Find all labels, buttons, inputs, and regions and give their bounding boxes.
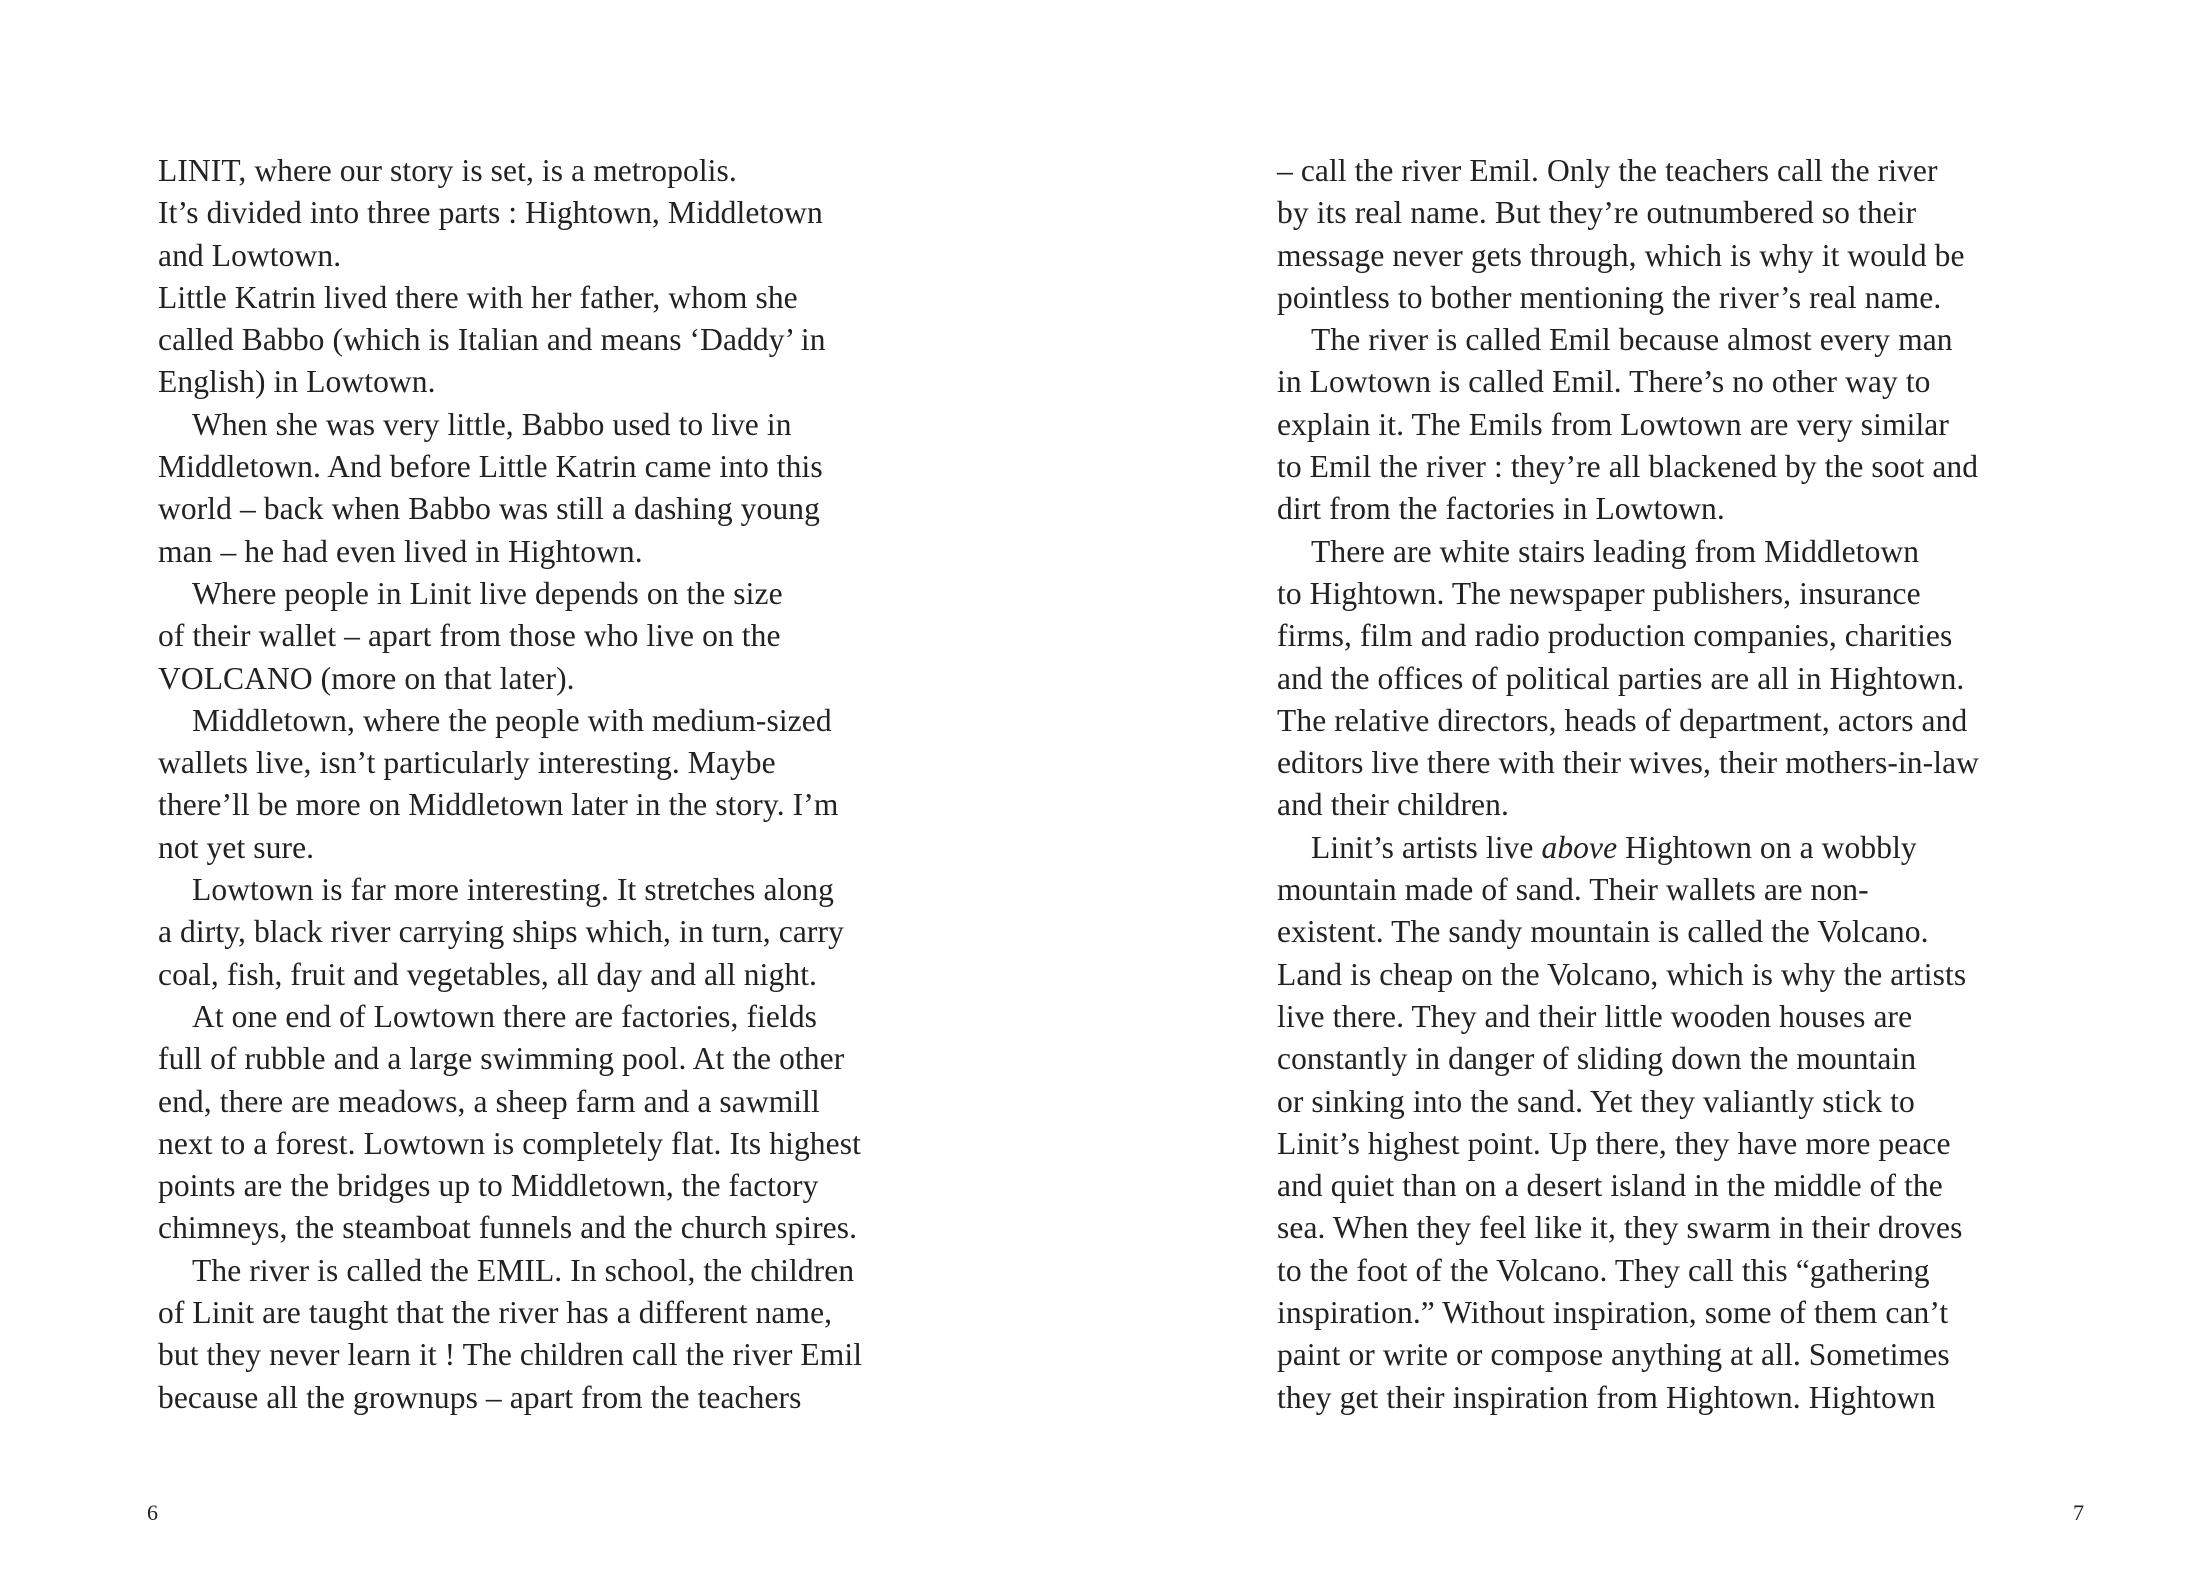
text-line: or sinking into the sand. Yet they valiantly stick to [1277,1083,1915,1119]
text-line: to the foot of the Volcano. They call this “gathering [1277,1252,1930,1288]
text-line: because all the grownups – apart from the teachers [158,1379,802,1415]
text-line: pointless to bother mentioning the river’s real name. [1277,279,1942,315]
right-page-text [1277,150,1979,1419]
text-line: in Lowtown is called Emil. There’s no other way to [1277,364,1931,400]
text-line: inspiration.” Without inspiration, some of them can’t [1277,1295,1949,1331]
text-line: a dirty, black river carrying ships which, in turn, carry [158,914,844,950]
text-line: by its real name. But they’re outnumbered so their [1277,195,1917,231]
text-line: but they never learn it ! The children call the river Emil [158,1337,863,1373]
text-line: next to a forest. Lowtown is completely flat. Its highest [158,1125,861,1161]
text-line: mountain made of sand. Their wallets are non- [1277,872,1869,908]
text-line: It’s divided into three parts : Hightown, Middletown [158,195,823,231]
text-line: man – he had even lived in Hightown. [158,533,643,569]
text-line: Middletown, where the people with medium-sized [192,702,832,738]
text-line: they get their inspiration from Hightown. Hightown [1277,1379,1936,1415]
text-line: message never gets through, which is why it would be [1277,237,1965,273]
text-line: coal, fish, fruit and vegetables, all day and all night. [158,956,818,992]
text-line: Lowtown is far more interesting. It stretches along [192,872,834,908]
text-line: The river is called Emil because almost every man [1311,322,1953,358]
text-line: sea. When they feel like it, they swarm in their droves [1277,1210,1963,1246]
text-line: editors live there with their wives, their mothers-in-law [1277,745,1980,781]
text-line: and quiet than on a desert island in the middle of the [1277,1168,1943,1204]
right-page [1103,0,2205,1575]
text-line: The river is called the EMIL. In school, the children [192,1252,855,1288]
text-line: existent. The sandy mountain is called the Volcano. [1277,914,1929,950]
text-line: and the offices of political parties are all in Hightown. [1277,660,1965,696]
text-line: world – back when Babbo was still a dashing young [158,491,820,527]
text-line: end, there are meadows, a sheep farm and a sawmill [158,1083,820,1119]
text-line: paint or write or compose anything at all. Sometimes [1277,1337,1950,1373]
text-line: When she was very little, Babbo used to live in [192,406,792,442]
text-line: Where people in Linit live depends on the size [192,575,783,611]
text-line: At one end of Lowtown there are factories, fields [192,998,818,1034]
text-line: of Linit are taught that the river has a different name, [158,1295,833,1331]
text-line: there’ll be more on Middletown later in the story. I’m [158,787,839,823]
text-line: to Emil the river : they’re all blackened by the soot and [1277,449,1979,485]
text-line: and Lowtown. [158,237,342,273]
text-line: wallets live, isn’t particularly interesting. Maybe [158,745,776,781]
text-line: called Babbo (which is Italian and means ‘Daddy’ in [158,322,826,358]
text-line: Linit’s artists live above Hightown on a wobbly [1311,829,1917,865]
text-line: constantly in danger of sliding down the mountain [1277,1041,1917,1077]
text-line: live there. They and their little wooden houses are [1277,998,1913,1034]
text-line: Linit’s highest point. Up there, they have more peace [1277,1125,1951,1161]
text-line: – call the river Emil. Only the teachers call the river [1277,153,1938,188]
text-line: of their wallet – apart from those who live on the [158,618,781,654]
text-line: to Hightown. The newspaper publishers, insurance [1277,575,1921,611]
left-page [0,0,1102,1575]
text-line: firms, film and radio production companies, charities [1277,618,1953,654]
text-line: not yet sure. [158,829,315,865]
text-line: points are the bridges up to Middletown, the factory [158,1168,819,1204]
text-line: Middletown. And before Little Katrin came into this [158,449,823,485]
text-line: Little Katrin lived there with her father, whom she [158,279,798,315]
text-line: and their children. [1277,787,1509,823]
text-line: full of rubble and a large swimming pool. At the other [158,1041,845,1077]
text-line: chimneys, the steamboat funnels and the church spires. [158,1210,858,1246]
text-line: VOLCANO (more on that later). [158,660,575,696]
left-page-text [158,150,862,1419]
right-page-number: 7 [2073,1500,2084,1525]
text-line: explain it. The Emils from Lowtown are very similar [1277,406,1949,442]
text-line: English) in Lowtown. [158,364,436,400]
text-line: dirt from the factories in Lowtown. [1277,491,1725,527]
text-line: LINIT, where our story is set, is a metropolis. [158,153,737,188]
left-page-number: 6 [147,1500,158,1525]
text-line: The relative directors, heads of department, actors and [1277,702,1968,738]
text-line: There are white stairs leading from Middletown [1311,533,1920,569]
text-line: Land is cheap on the Volcano, which is why the artists [1277,956,1967,992]
